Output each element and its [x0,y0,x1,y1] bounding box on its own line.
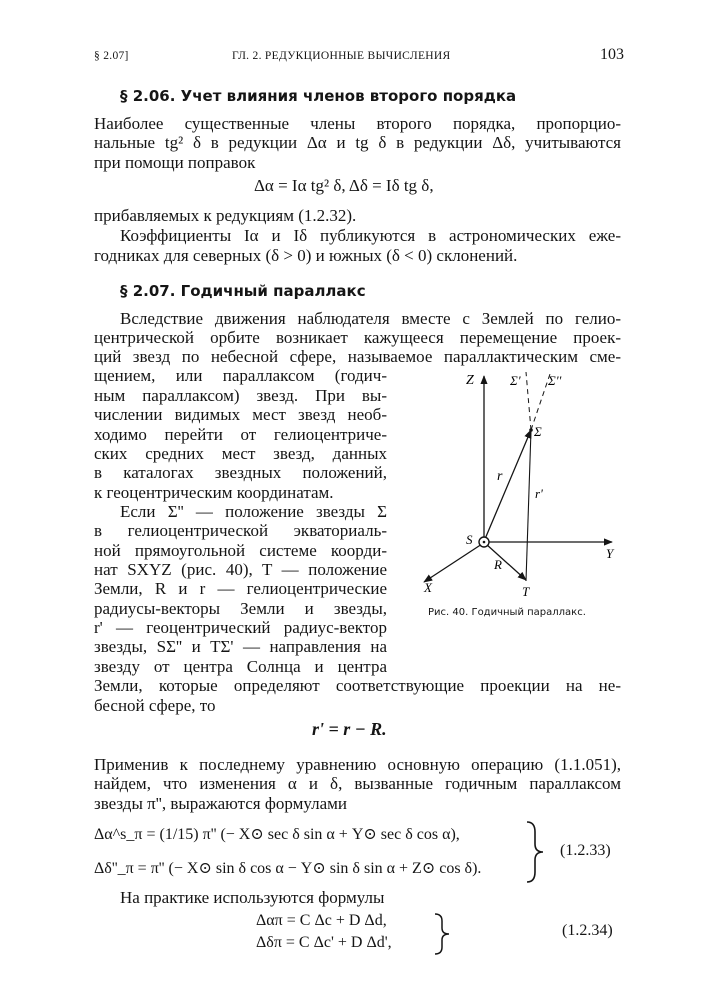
para-line: Наиболее существенные члены второго порядка, пропорцио- [94,114,621,133]
para-line: найдем, что изменения α и δ, вызванные годичным параллаксом [94,774,621,793]
para-line: Земли, которые определяют соответствующие проекции на не- [94,676,621,695]
para-line: нат SXYZ (рис. 40), T — положение [94,560,387,579]
para-line: прибавляемых к редукциям (1.2.32). [94,206,357,225]
label-y: Y [606,546,614,561]
para-line: при помощи поправок [94,153,256,172]
label-t: T [522,584,530,599]
label-x: X [424,580,432,595]
label-r-prime: r' [535,486,543,501]
geocentric-radius-vector [526,430,531,581]
para-line: Земли, R и r — гелиоцентрические [94,579,387,598]
para-line: Коэффициенты Iα и Iδ публикуются в астрономических еже- [120,226,621,245]
formula-1-2-33-line-2 [94,858,481,878]
x-axis [424,544,482,582]
formula-corrections [254,176,434,196]
brace-1-2-33 [524,820,546,884]
section-2-07-title: § 2.07. Годичный параллакс [120,282,366,300]
formula-1-2-34-line-2 [256,934,392,952]
para-line: На практике используются формулы [120,888,385,907]
para-line: числении видимых мест звезд необ- [94,405,387,424]
formula-vector-relation [312,719,387,740]
sun-symbol-dot [483,541,486,544]
para-line: Если Σ'' — положение звезды Σ [120,502,387,521]
direction-sigma-prime [526,372,531,430]
formula-vector-relation-text: r' = r − R. [312,719,387,739]
para-line: к геоцентрическим координатам. [94,483,334,502]
formula-1-2-33-line-1-text: Δα^s_π = (1/15) π'' (− X⊙ sec δ sin α + Y⊙ sec δ cos α), [94,826,460,843]
para-line: звезды, SΣ'' и TΣ' — направления на [94,637,387,656]
star-radius-vector [485,430,531,539]
para-line: бесной сфере, то [94,696,216,715]
header-chapter-title: ГЛ. 2. РЕДУКЦИОННЫЕ ВЫЧИСЛЕНИЯ [232,50,451,62]
para-line: в гелиоцентрической экваториаль- [94,521,387,540]
para-line: ций звезд по небесной сфере, называемое параллактическим сме- [94,347,621,366]
formula-1-2-34-line-1 [256,912,387,930]
formula-1-2-33-line-2-text: Δδ''_π = π'' (− X⊙ sin δ cos α − Y⊙ sin δ sin α + Z⊙ cos δ). [94,860,482,877]
para-line: ских средних мест звезд, данных [94,444,387,463]
para-line: щением, или параллаксом (годич- [94,366,387,385]
star-point [529,428,533,432]
formula-1-2-33-line-1 [94,824,460,844]
para-line: центрической орбите возникает кажущееся перемещение проек- [94,328,621,347]
label-sigma-prime: Σ' [510,373,521,388]
formula-corrections-text: Δα = Iα tg² δ, Δδ = Iδ tg δ, [254,176,434,195]
para-line: ным параллаксом) звезд. При вы- [94,386,387,405]
equation-number-1-2-33: (1.2.33) [560,842,611,859]
formula-1-2-34-line-1-text: Δαπ = C Δc + D Δd, [256,912,387,929]
section-2-06-title: § 2.06. Учет влияния членов второго порядка [120,87,517,105]
label-sigma: Σ [534,424,542,439]
para-line: Вследствие движения наблюдателя вместе с Землей по гелио- [120,309,621,328]
figure-caption: Рис. 40. Годичный параллакс. [428,607,586,618]
label-s: S [466,532,473,547]
label-z: Z [466,373,474,388]
label-r: r [497,469,503,484]
para-line: ходимо перейти от гелиоцентриче- [94,425,387,444]
earth-radius-vector [486,544,526,580]
para-line: радиусы-векторы Земли и звезды, [94,599,387,618]
para-line: Применив к последнему уравнению основную операцию (1.1.051), [94,755,621,774]
para-line: звезды π'', выражаются формулами [94,794,347,813]
para-line: r' — геоцентрический радиус-вектор [94,618,387,637]
equation-number-1-2-34: (1.2.34) [562,922,613,939]
para-line: звезду от центра Солнца и центра [94,657,387,676]
page-number: 103 [600,46,624,63]
para-line: ной прямоугольной системе коорди- [94,541,387,560]
para-line: годниках для северных (δ > 0) и южных (δ < 0) склонений. [94,246,518,265]
label-sigma-double-prime: Σ'' [548,373,562,388]
figure-annual-parallax [398,368,628,608]
para-line: в каталогах звездных положений, [94,463,387,482]
brace-1-2-34 [432,912,452,956]
header-section-ref: § 2.07] [94,50,129,62]
label-capital-r: R [494,557,502,572]
para-line: нальные tg² δ в редукции Δα и tg δ в редукции Δδ, учитываются [94,133,621,152]
formula-1-2-34-line-2-text: Δδπ = C Δc' + D Δd', [256,934,392,951]
